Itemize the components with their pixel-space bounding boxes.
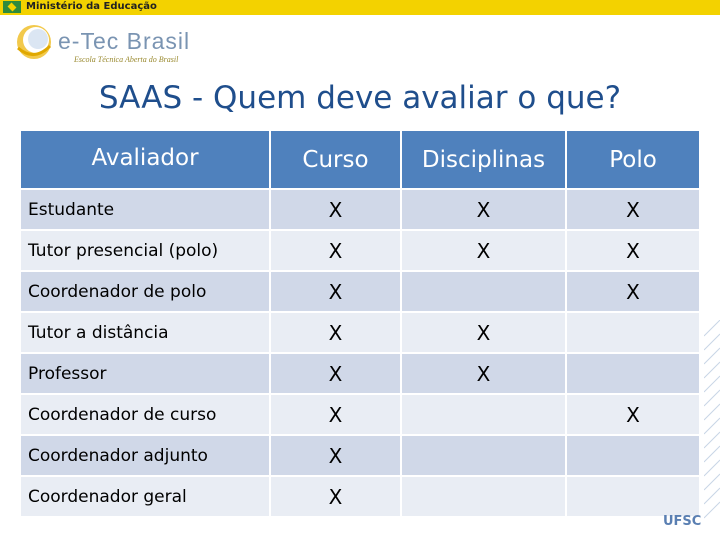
etec-logo <box>14 22 204 70</box>
cell-polo <box>566 353 700 394</box>
cell-avaliador: Coordenador adjunto <box>20 435 270 476</box>
cell-disciplinas: X <box>401 230 566 271</box>
cell-curso: X <box>270 312 401 353</box>
cell-polo <box>566 435 700 476</box>
cell-avaliador: Estudante <box>20 189 270 230</box>
ministry-label: Ministério da Educação <box>26 1 157 12</box>
cell-curso: X <box>270 230 401 271</box>
cell-avaliador: Tutor presencial (polo) <box>20 230 270 271</box>
decorative-lines <box>704 320 720 540</box>
cell-disciplinas <box>401 435 566 476</box>
logo-orb-icon <box>14 22 54 62</box>
cell-polo: X <box>566 394 700 435</box>
cell-curso: X <box>270 476 401 517</box>
ufsc-logo: UFSC <box>663 514 702 529</box>
table-row <box>20 435 700 476</box>
government-bar <box>0 0 720 15</box>
cell-curso: X <box>270 353 401 394</box>
cell-curso: X <box>270 394 401 435</box>
cell-avaliador: Tutor a distância <box>20 312 270 353</box>
cell-polo: X <box>566 271 700 312</box>
cell-disciplinas: X <box>401 189 566 230</box>
logo-subtitle: Escola Técnica Aberta do Brasil <box>74 55 179 64</box>
table-row <box>20 189 700 230</box>
logo-name: e-Tec Brasil <box>58 28 191 54</box>
cell-polo <box>566 476 700 517</box>
cell-avaliador: Coordenador de curso <box>20 394 270 435</box>
page-title: SAAS - Quem deve avaliar o que? <box>98 80 622 116</box>
cell-disciplinas <box>401 476 566 517</box>
cell-curso: X <box>270 435 401 476</box>
cell-disciplinas <box>401 271 566 312</box>
cell-avaliador: Professor <box>20 353 270 394</box>
table-row <box>20 353 700 394</box>
header-polo: Polo <box>566 130 700 189</box>
table-header-row <box>20 130 700 189</box>
cell-disciplinas: X <box>401 353 566 394</box>
table-row <box>20 476 700 517</box>
header-disciplinas: Disciplinas <box>401 130 566 189</box>
table-row <box>20 271 700 312</box>
cell-disciplinas: X <box>401 312 566 353</box>
brazil-flag-icon <box>3 1 21 13</box>
header-curso: Curso <box>270 130 401 189</box>
cell-avaliador: Coordenador geral <box>20 476 270 517</box>
cell-curso: X <box>270 189 401 230</box>
table-row <box>20 230 700 271</box>
cell-polo <box>566 312 700 353</box>
cell-disciplinas <box>401 394 566 435</box>
table-row <box>20 394 700 435</box>
cell-polo: X <box>566 189 700 230</box>
cell-polo: X <box>566 230 700 271</box>
evaluation-table <box>19 129 701 518</box>
cell-curso: X <box>270 271 401 312</box>
cell-avaliador: Coordenador de polo <box>20 271 270 312</box>
table-row <box>20 312 700 353</box>
header-avaliador: Avaliador <box>20 130 270 189</box>
